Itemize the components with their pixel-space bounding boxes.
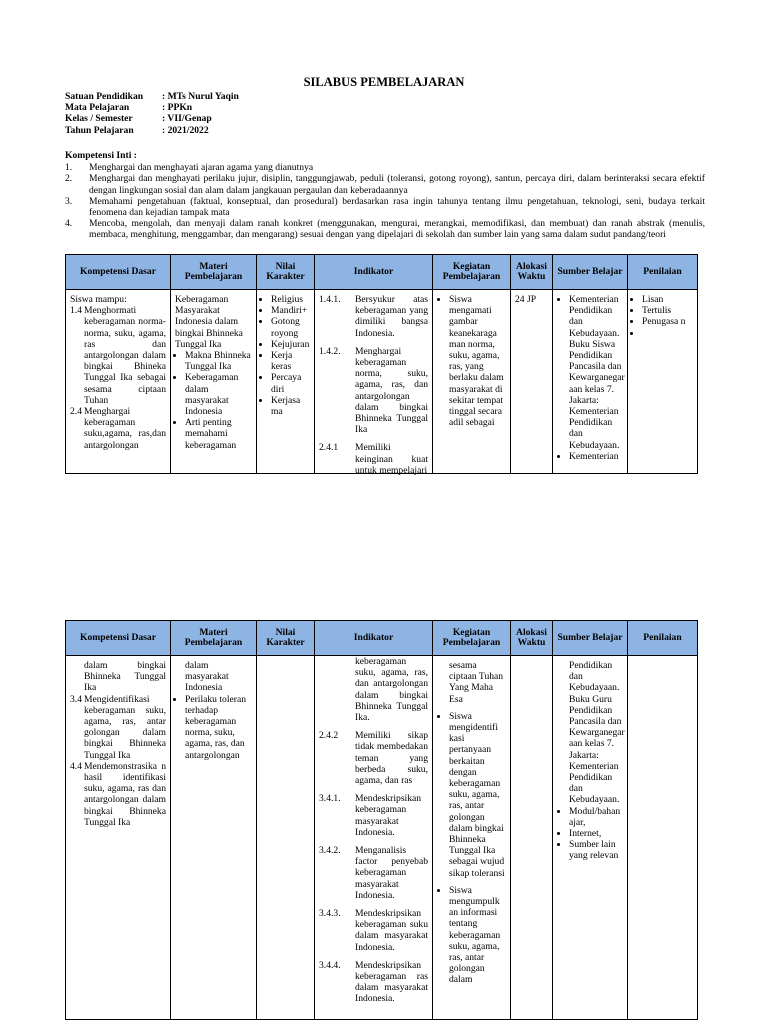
list-item: • Perilaku toleran terhadap keberagaman norma, suku, agama, ras, dan antargolongan [185, 694, 252, 761]
list-item: • Percaya diri [271, 372, 310, 394]
identity-block [65, 91, 239, 136]
alokasi-value: 24 JP [515, 294, 537, 305]
kegiatan-list [437, 294, 506, 428]
kd-number: 3.4 [70, 693, 82, 705]
indikator-item [319, 845, 428, 901]
indikator-number: 3.4.1. [319, 793, 341, 805]
penilaian-list [632, 294, 693, 339]
ki-number: 4. [65, 218, 73, 230]
indikator-text: Memiliki keinginan kuat untuk mempelajari [355, 442, 428, 476]
kegiatan-cell [433, 290, 511, 474]
header-alokasi-waktu: Alokasi Waktu [511, 255, 553, 290]
list-item: • Arti penting memahami keberagaman [185, 417, 252, 451]
header-indikator: Indikator [315, 255, 433, 290]
ki-number: 3. [65, 195, 73, 207]
indikator-text: Mendeskripsikan keberagaman masyarakat Indonesia. [355, 793, 422, 838]
ki-text: Memahami pengetahuan (faktual, konseptual, dan prosedural) berdasarkan rasa ingin tahunya tentang ilmu pengetahuan, teknologi, seni, budaya terkait fenomena dan kejadian tampak mata [89, 195, 705, 219]
indikator-text: keberagaman suku, agama, ras, dan antargolongan dalam bingkai Bhinneka Tunggal Ika. [355, 656, 428, 724]
meta-label: Tahun Pelajaran [65, 124, 134, 136]
list-item: • Sumber lain yang relevan [569, 839, 623, 861]
list-item [642, 328, 693, 339]
list-item: • Makna Bhinneka Tunggal Ika [185, 350, 252, 372]
indikator-item [319, 908, 428, 953]
header-penilaian: Penilaian [628, 255, 698, 290]
indikator-item [319, 960, 428, 1005]
header-kegiatan: Kegiatan Pembelajaran [433, 621, 511, 656]
indikator-text: Mendeskripsikan keberagaman ras dalam masyarakat Indonesia. [355, 959, 428, 1005]
list-item: • Siswa mengidentifi kasi pertanyaan berkaitan dengan keberagaman suku, agama, ras, antar golongan dalam bingkai Bhinneka Tunggal Ika sebagai wujud sikap toleransi [449, 711, 506, 879]
kegiatan-cell [433, 656, 511, 1020]
list-item: • Internet, [569, 828, 623, 839]
indikator-cell [315, 290, 433, 474]
indikator-number: 3.4.4. [319, 959, 341, 971]
kd-number: 2.4 [70, 406, 82, 418]
ki-text: Menghargai dan menghayati ajaran agama yang dianutnya [89, 162, 314, 174]
meta-row-school [65, 91, 239, 102]
header-materi: Materi Pembelajaran [171, 621, 257, 656]
kd-item [70, 305, 166, 406]
list-item: • Mandiri+ [271, 305, 310, 316]
sumber-continuation: Pendidikan dan Kebudayaan. Buku Guru Pendidikan Pancasila dan Kewarganegar aan kelas 7. Jakarta: Kementerian Pendidikan dan Kebudayaan. [569, 660, 625, 806]
list-item: • Siswa mengamati gambar keanekaraga man norma, suku, agama, ras, yang berlaku dalam masyarakat di sekitar tempat tinggal secara adil sebagai [449, 294, 506, 428]
header-nilai-karakter: Nilai Karakter [257, 255, 315, 290]
indikator-text: Memiliki sikap tidak membedakan teman yang berbeda suku, agama, dan ras [355, 730, 428, 787]
indikator-item [319, 346, 428, 436]
list-item: • Kerjasa ma [271, 395, 310, 417]
indikator-text: Menghargai keberagaman norma, suku, agama, ras, dan antargolongan dalam bingkai Bhinneka Tunggal Ika [355, 345, 428, 436]
materi-list [175, 694, 252, 761]
sumber-cell [553, 290, 628, 474]
materi-intro: Keberagaman Masyarakat Indonesia dalam bingkai Bhinneka Tunggal Ika [175, 294, 243, 350]
kd-continuation [70, 660, 166, 694]
meta-row-year [65, 125, 239, 136]
materi-cell [171, 656, 257, 1020]
list-item: • Kementerian Pendidikan dan Kebudayaan. Buku Siswa Pendidikan Pancasila dan Kewarganegar aan kelas 7. Jakarta: Kementerian Pendidikan dan Kebudayaan. [569, 294, 623, 451]
ki-text: Mencoba, mengolah, dan menyaji dalam ranah konkret (menggunakan, mengurai, merangkai, memodifikasi, dan membuat) dan ranah abstrak (menulis, membaca, menghitung, menggambar, dan mengarang) sesuai dengan yang dipelajari di sekolah dan sumber lain yang sama dalam sudut pandang/teori [89, 218, 705, 241]
table-row [66, 656, 698, 1020]
list-item: • Lisan [642, 294, 693, 305]
list-item: • Siswa mengumpulk an informasi tentang keberagaman suku, agama, ras, antar golongan dalam [449, 885, 506, 986]
kd-number: 1.4 [70, 305, 82, 317]
kd-text: Menghargai keberagaman suku,agama, ras,dan antargolongan [84, 406, 166, 451]
materi-cell [171, 290, 257, 474]
kd-text: Mengidentifikasi keberagaman suku, agama, ras, antar golongan dalam bingkai Bhinneka Tunggal Ika [84, 693, 166, 761]
kd-intro: Siswa mampu: [70, 294, 127, 305]
list-item: • Kejujuran [271, 339, 310, 350]
meta-label: Satuan Pendidikan [65, 91, 144, 102]
ki-number: 2. [65, 173, 73, 185]
materi-continuation: dalam masyarakat Indonesia [185, 660, 229, 694]
ki-item [65, 218, 705, 240]
header-sumber-belajar: Sumber Belajar [553, 621, 628, 656]
indikator-text: Menganalisis factor penyebab keberagaman masyarakat Indonesia. [355, 845, 428, 901]
list-item: • Tertulis [642, 305, 693, 316]
indikator-number: 3.4.3. [319, 908, 341, 920]
indikator-number: 3.4.2. [319, 845, 341, 857]
kd-cell [66, 290, 171, 474]
header-kompetensi-dasar: Kompetensi Dasar [66, 621, 171, 656]
ki-item [65, 196, 705, 218]
header-penilaian: Penilaian [628, 621, 698, 656]
materi-list [175, 350, 252, 451]
ki-item [65, 162, 705, 173]
indikator-number: 2.4.1 [319, 442, 339, 454]
header-sumber-belajar: Sumber Belajar [553, 255, 628, 290]
meta-value: : MTs Nurul Yaqin [162, 91, 239, 102]
meta-row-class [65, 113, 239, 124]
indikator-item [319, 442, 428, 476]
list-item: • Kementerian [569, 451, 623, 462]
table-row [66, 290, 698, 474]
sumber-list [557, 806, 623, 862]
meta-label: Kelas / Semester [65, 113, 133, 125]
header-indikator: Indikator [315, 621, 433, 656]
ki-number: 1. [65, 162, 73, 174]
alokasi-cell [511, 290, 553, 474]
list-item: • Religius [271, 294, 310, 305]
kd-item [70, 694, 166, 761]
list-item: • Modul/bahan ajar, [569, 806, 623, 828]
kd-text: Mendemonstrasika n hasil identifikasi suku, agama, ras dan antargolongan dalam bingkai Bhinneka Tunggal Ika [84, 760, 166, 828]
ki-text: Menghargai dan menghayati perilaku jujur, disiplin, tanggungjawab, peduli (toleransi, gotong royong), santun, percaya diri, dalam berinteraksi secara efektif dengan lingkungan sosial dan alam dalam jangkauan pergaulan dan keberadaannya [89, 173, 705, 196]
header-kegiatan: Kegiatan Pembelajaran [433, 255, 511, 290]
list-item: • Penugasa n [642, 316, 693, 327]
indikator-number: 2.4.2 [319, 730, 339, 742]
header-materi: Materi Pembelajaran [171, 255, 257, 290]
alokasi-cell [511, 656, 553, 1020]
kd-text: Menghormati keberagaman norma-norma, suku, agama, ras dan antargolongan dalam bingkai Bhineka Tunggal Ika sebagai sesama ciptaan Tuhan [84, 305, 166, 406]
ki-heading: Kompetensi Inti : [65, 150, 137, 161]
indikator-item [319, 294, 428, 339]
syllabus-table-page1 [65, 254, 698, 474]
header-kompetensi-dasar: Kompetensi Dasar [66, 255, 171, 290]
indikator-continuation [319, 656, 428, 723]
kd-text: dalam bingkai Bhinneka Tunggal Ika [84, 660, 166, 694]
list-item: • Kerja keras [271, 350, 310, 372]
ki-item [65, 173, 705, 195]
penilaian-cell [628, 290, 698, 474]
meta-row-subject [65, 102, 239, 113]
table-header-row [66, 255, 698, 290]
kd-number: 4.4 [70, 760, 82, 772]
indikator-number: 1.4.2. [319, 345, 341, 357]
indikator-cell [315, 656, 433, 1020]
meta-value: : VII/Genap [162, 113, 212, 125]
meta-value: : 2021/2022 [162, 124, 209, 136]
nilai-cell [257, 290, 315, 474]
indikator-item [319, 793, 428, 838]
kd-item [70, 406, 166, 451]
indikator-text: Mendeskripsikan keberagaman suku dalam masyarakat Indonesia. [355, 908, 428, 953]
sumber-cell [553, 656, 628, 1020]
header-alokasi-waktu: Alokasi Waktu [511, 621, 553, 656]
header-nilai-karakter: Nilai Karakter [257, 621, 315, 656]
sumber-list [557, 294, 623, 462]
nilai-cell [257, 656, 315, 1020]
nilai-list [261, 294, 310, 417]
indikator-text: Bersyukur atas keberagaman yang dimiliki bangsa Indonesia. [355, 294, 428, 339]
syllabus-table-page2 [65, 620, 698, 1020]
table-header-row [66, 621, 698, 656]
list-item: • Gotong royong [271, 316, 310, 338]
kd-item [70, 761, 166, 828]
kd-cell [66, 656, 171, 1020]
meta-label: Mata Pelajaran [65, 102, 130, 114]
meta-value: : PPKn [162, 102, 193, 114]
page-title: SILABUS PEMBELAJARAN [303, 75, 465, 89]
indikator-item [319, 730, 428, 786]
kegiatan-continuation: sesama ciptaan Tuhan Yang Maha Esa [449, 660, 504, 705]
kompetensi-inti [65, 150, 705, 241]
list-item: • Keberagaman dalam masyarakat Indonesia [185, 372, 252, 417]
indikator-number: 1.4.1. [319, 294, 341, 305]
kegiatan-list [437, 711, 506, 986]
penilaian-cell [628, 656, 698, 1020]
